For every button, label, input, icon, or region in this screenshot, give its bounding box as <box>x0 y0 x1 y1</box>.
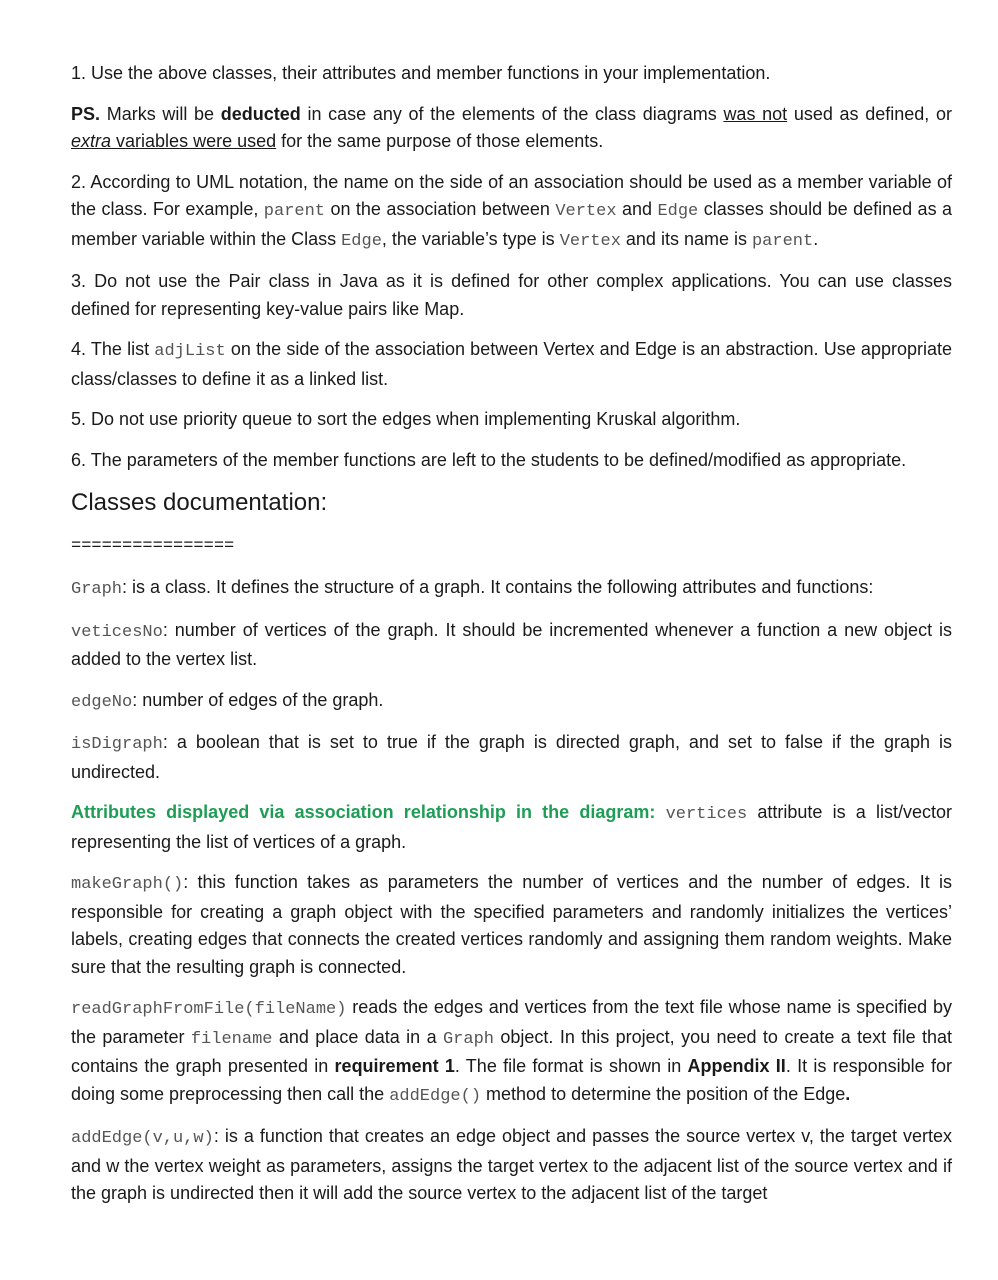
code-vertex: Vertex <box>555 202 617 221</box>
code-adjlist: adjList <box>154 342 226 361</box>
requirement-3: 3. Do not use the Pair class in Java as it is defined for other complex applications. You can use classes defined for representing key-value pairs like Map. <box>71 271 952 319</box>
doc-vertices-no: veticesNo: number of vertices of the graph. It should be incremented whenever a function a new object is added to the vertex list. <box>71 619 952 669</box>
code-vertices: vertices <box>665 805 748 824</box>
ps-note: PS. Marks will be deducted in case any of the elements of the class diagrams was not used as defined, or extra variables were used for the same purpose of those elements. <box>71 103 952 151</box>
code-vertex: Vertex <box>559 231 621 251</box>
doc-edge-no: edgeNo: number of edges of the graph. <box>71 689 384 712</box>
code-filename: filename <box>190 1029 273 1049</box>
doc-read-graph: readGraphFromFile(fileName) reads the edges and vertices from the text file whose name is specified by the parameter filename and place data in a Graph object. In this project, you need to create a text file that contains the graph presented in requirement 1. The file format is shown in Appendix II. It is responsible for doing some preprocessing then call the addEdge() method to determine the position of the Edge. <box>71 997 952 1106</box>
requirement-1-ref: requirement 1 <box>334 1056 455 1076</box>
extra-variables-text: extra variables were used <box>71 131 277 151</box>
doc-make-graph: makeGraph(): this function takes as parameters the number of vertices and the number of edges. It is responsible for creating a graph object with the specified parameters and randomly initializes the vertices’ labels, creating edges that connects the created vertices randomly and assigning them random weights. Make sure that the resulting graph is connected. <box>71 872 952 977</box>
code-edge: Edge <box>341 231 382 251</box>
code-veticesno: veticesNo <box>71 622 163 642</box>
requirement-4: 4. The list adjList on the side of the association between Vertex and Edge is an abstraction. Use appropriate class/classes to define it as a linked list. <box>71 339 952 389</box>
was-not-text: was not <box>723 103 788 124</box>
requirement-5: 5. Do not use priority queue to sort the edges when implementing Kruskal algorithm. <box>71 409 741 429</box>
doc-add-edge: addEdge(v,u,w): is a function that creates an edge object and passes the source vertex v, the target vertex and w the vertex weight as parameters, assigns the target vertex to the adjacent list of the source vertex and if the graph is undirected then it will add the source vertex to the adjacent list of the target <box>71 1126 952 1203</box>
ps-label: PS. <box>71 103 101 124</box>
code-graph: Graph <box>71 580 123 599</box>
doc-is-digraph: isDigraph: a boolean that is set to true if the graph is directed graph, and set to false if the graph is undirected. <box>71 732 952 782</box>
code-isdigraph: isDigraph <box>71 735 163 754</box>
doc-graph: Graph: is a class. It defines the structure of a graph. It contains the following attributes and functions: <box>71 577 874 599</box>
association-label: Attributes displayed via association relationship in the diagram: <box>71 802 656 822</box>
requirement-2: 2. According to UML notation, the name on the side of an association should be used as a member variable of the class. For example, parent on the association between Vertex and Edge classes should be defined as a member variable within the Class Edge, the variable’s type is Vertex and its name is parent. <box>71 171 953 251</box>
code-edgeno: edgeNo <box>71 692 133 712</box>
code-edge: Edge <box>657 202 699 221</box>
code-parent: parent <box>751 231 814 251</box>
code-parent: parent <box>263 202 326 221</box>
deducted-text: deducted <box>220 103 301 124</box>
code-addedge: addEdge() <box>389 1086 482 1106</box>
requirement-1: 1. Use the above classes, their attributes and member functions in your implementation. <box>71 63 771 83</box>
doc-association-attributes: Attributes displayed via association relationship in the diagram: vertices attribute is a list/vector representing the list of vertices of a graph. <box>71 802 952 852</box>
section-heading: Classes documentation: <box>71 489 328 516</box>
code-readgraphfromfile: readGraphFromFile(fileName) <box>71 1000 347 1019</box>
code-graph: Graph <box>442 1029 494 1049</box>
document-page <box>71 60 952 1221</box>
requirement-6: 6. The parameters of the member functions are left to the students to be defined/modified as appropriate. <box>71 449 907 470</box>
appendix-ref: Appendix II <box>687 1056 786 1076</box>
code-addedge-signature: addEdge(v,u,w) <box>71 1129 214 1148</box>
code-makegraph: makeGraph() <box>71 875 184 894</box>
separator-rule: ================ <box>71 537 235 556</box>
